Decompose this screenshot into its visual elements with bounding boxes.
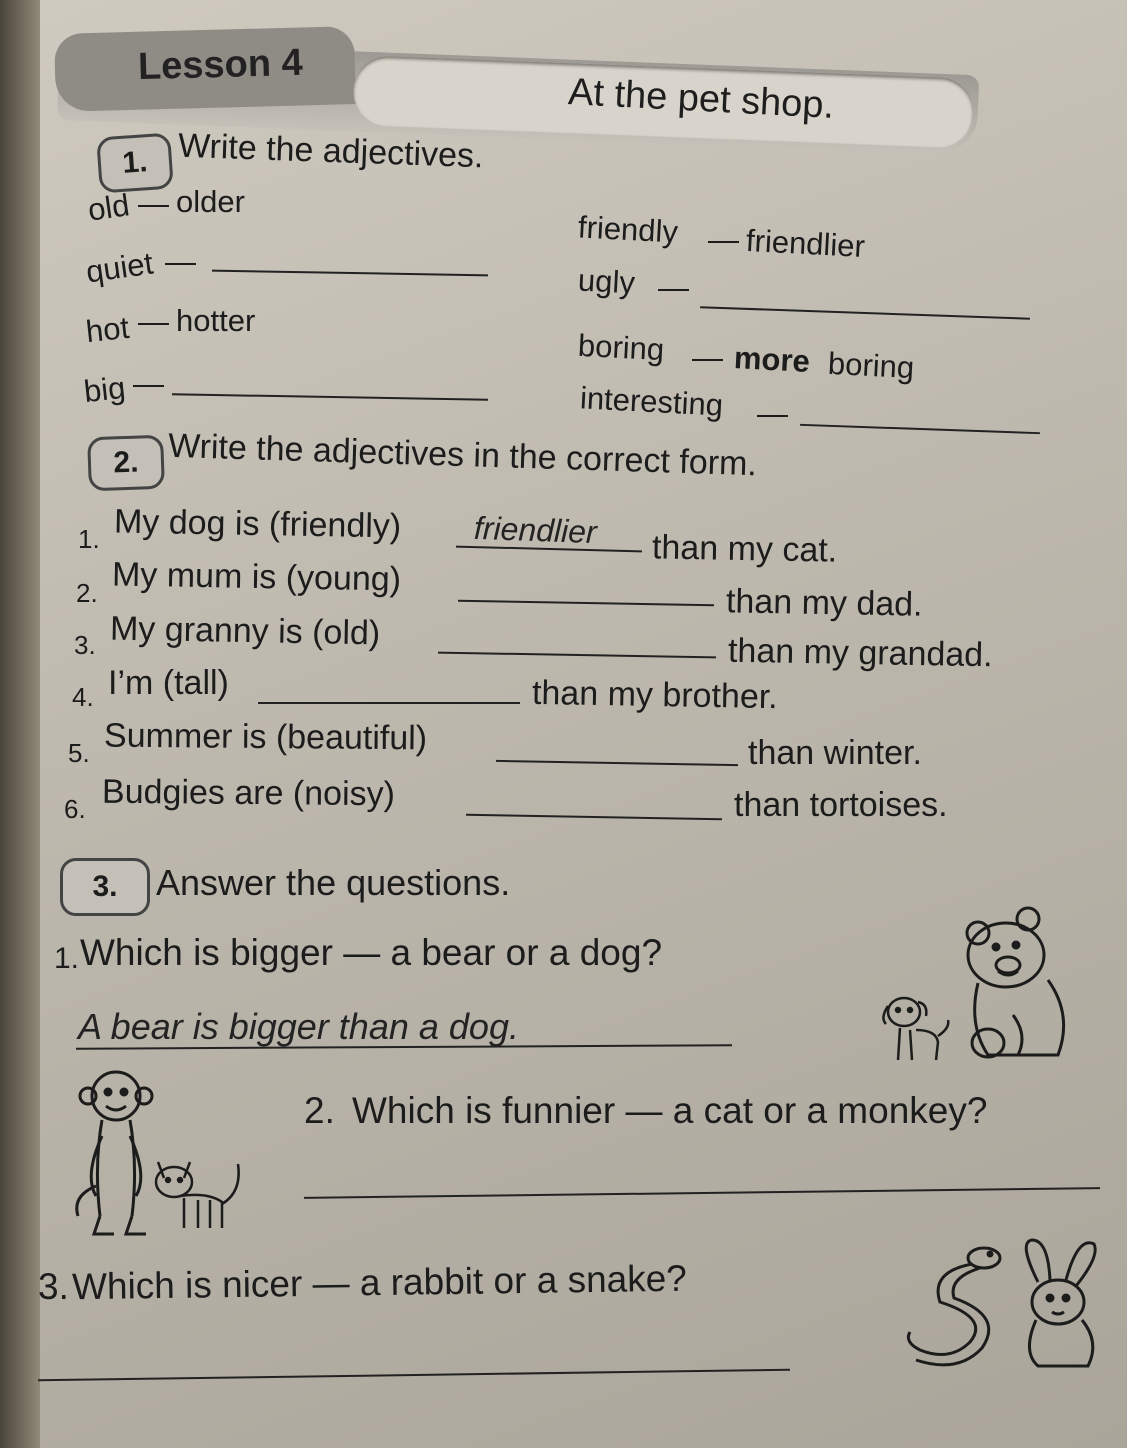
ex2-item-4-tail: than my brother. — [531, 673, 779, 717]
ex1-right-3-dash: — — [692, 340, 723, 375]
ex2-item-5-tail: than winter. — [748, 734, 922, 772]
ex1-left-4-dash: — — [133, 366, 164, 401]
ex1-right-1-dash: — — [708, 222, 739, 257]
ex1-left-1-answer: older — [176, 184, 245, 219]
ex1-right-2-dash: — — [658, 270, 689, 305]
cat-icon — [150, 1152, 254, 1232]
exercise-1-number: 1. — [96, 132, 174, 193]
ex1-left-3-dash: — — [138, 304, 169, 339]
ex2-item-2-number: 2. — [76, 578, 98, 608]
ex3-q1-text: Which is bigger — a bear or a dog? — [80, 932, 663, 973]
exercise-1-instruction: Write the adjectives. — [177, 126, 485, 176]
ex1-right-3-base: boring — [577, 327, 666, 368]
ex2-item-1-text: My dog is (friendly) — [113, 502, 402, 546]
ex2-item-4-text: I’m (tall) — [108, 664, 229, 702]
ex2-item-1-tail: than my cat. — [651, 528, 838, 570]
ex2-item-5-text: Summer is (beautiful) — [103, 716, 428, 758]
ex2-item-3-tail: than my grandad. — [727, 631, 993, 675]
ex1-left-4-base: big — [82, 369, 128, 410]
lesson-label: Lesson 4 — [137, 41, 304, 89]
ex2-item-2-text: My mum is (young) — [111, 555, 402, 599]
ex1-left-1-base: old — [85, 187, 132, 228]
dog-icon — [876, 990, 956, 1066]
exercise-3-number: 3. — [60, 858, 150, 916]
exercise-3-instruction: Answer the questions. — [156, 862, 511, 903]
ex3-q2-number: 2. — [304, 1090, 335, 1131]
bear-icon — [958, 905, 1078, 1065]
ex1-left-2-base: quiet — [83, 245, 156, 290]
ex2-item-6-number: 6. — [64, 794, 86, 824]
ex3-q1-answer: A bear is bigger than a dog. — [78, 1006, 519, 1047]
ex2-item-1-number: 1. — [78, 524, 100, 554]
exercise-2-instruction: Write the adjectives in the correct form. — [167, 426, 758, 484]
ex1-left-3-answer: hotter — [176, 303, 256, 338]
ex1-right-3-answer: boring — [827, 345, 916, 386]
ex2-item-4-answer-line[interactable] — [258, 702, 520, 704]
ex2-item-6-text: Budgies are (noisy) — [101, 772, 396, 814]
ex1-right-4-base: interesting — [579, 380, 724, 423]
ex3-q1-number: 1. — [54, 942, 80, 975]
ex1-right-4-dash: — — [757, 396, 788, 431]
ex2-item-3-number: 3. — [74, 630, 96, 660]
ex1-right-2-base: ugly — [577, 262, 636, 301]
ex1-left-1-dash: — — [138, 186, 169, 221]
ex1-right-1-base: friendly — [577, 209, 679, 250]
ex2-item-2-tail: than my dad. — [725, 582, 923, 624]
ex3-q2-text: Which is funnier — a cat or a monkey? — [352, 1090, 988, 1131]
ex1-right-3-answer-bold: more — [733, 340, 811, 379]
ex2-item-4-number: 4. — [72, 682, 94, 712]
ex2-item-1-answer: friendlier — [473, 509, 598, 551]
ex1-right-1-answer: friendlier — [745, 222, 866, 265]
exercise-2-number: 2. — [87, 435, 165, 492]
ex3-q3-number: 3. — [38, 1266, 69, 1307]
rabbit-icon — [1008, 1232, 1112, 1372]
ex2-item-3-text: My granny is (old) — [109, 609, 381, 653]
ex1-left-2-dash: — — [165, 244, 196, 279]
ex3-q3-text: Which is nicer — a rabbit or a snake? — [71, 1257, 688, 1308]
ex2-item-5-number: 5. — [68, 738, 90, 768]
snake-icon — [900, 1242, 1010, 1372]
ex1-left-3-base: hot — [84, 309, 131, 350]
ex2-item-6-tail: than tortoises. — [734, 786, 948, 824]
page-title: At the pet shop. — [567, 71, 836, 127]
